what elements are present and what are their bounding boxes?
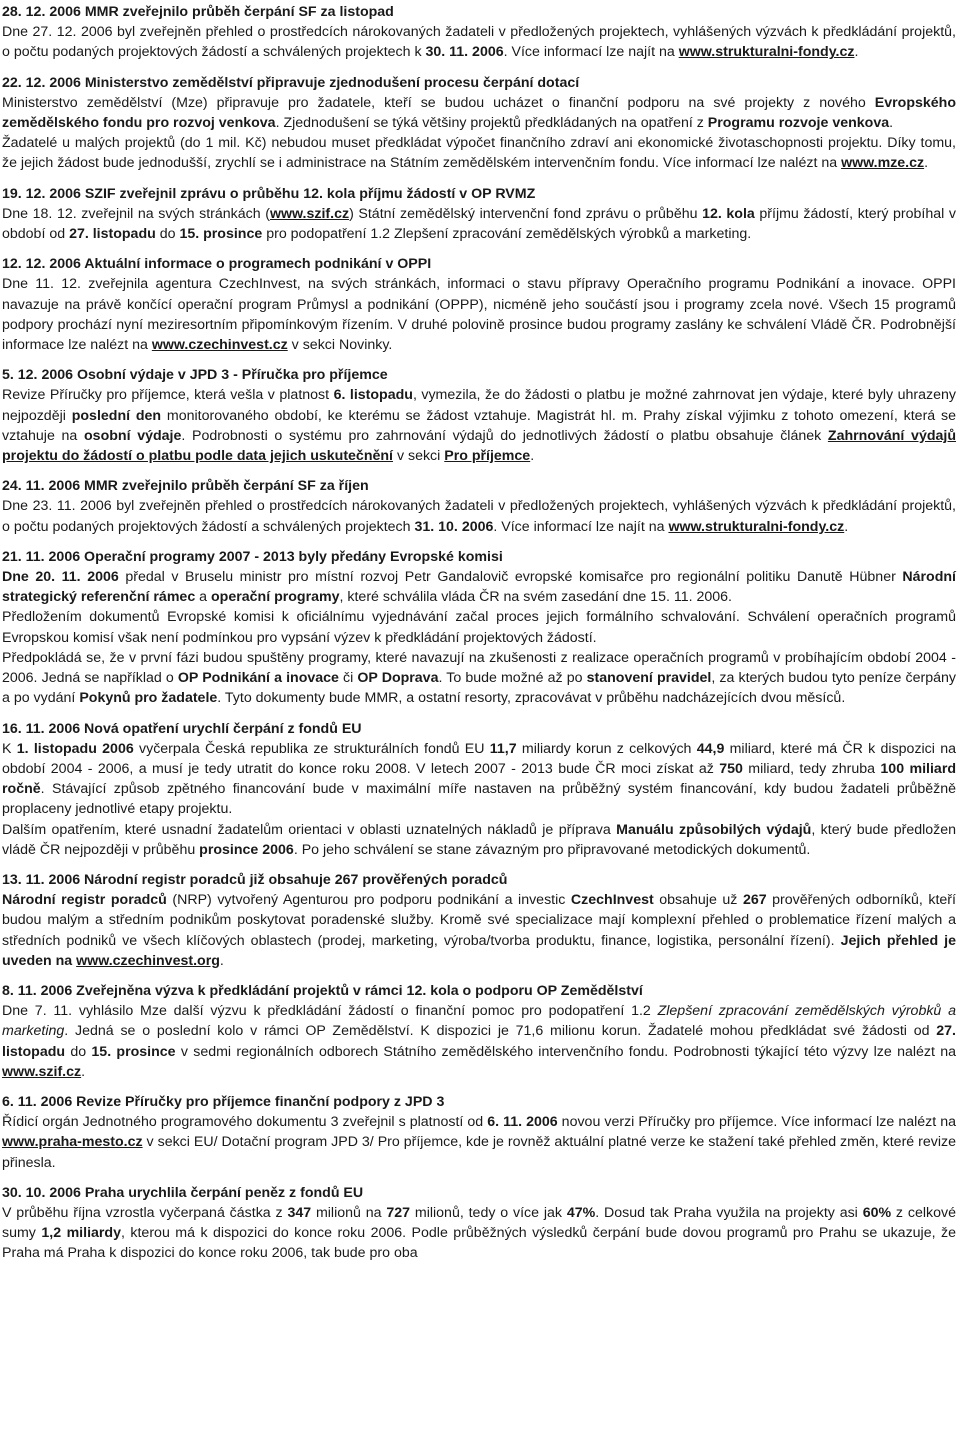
body-text: Ministerstvo zemědělství (Mze) připravuje pro žadatele, kteří se budou ucházet o finanční podporu na své projekty z nového	[2, 94, 875, 111]
news-headline: 5. 12. 2006 Osobní výdaje v JPD 3 - Příručka pro příjemce	[2, 367, 388, 384]
body-text: , které schválila vláda ČR na svém zasedání dne 15. 11. 2006.	[339, 589, 732, 606]
body-text: v sekci Novinky.	[287, 337, 393, 354]
body-text: Dne 23. 11. 2006 byl zveřejněn přehled o prostředcích nárokovaných žadateli v předložených projektech, vyhlášených výzvách k předkládání projektů, o počtu podaných projektových žádostí a schválených projektech	[2, 498, 956, 535]
emphasized-text: Dne 20. 11. 2006	[2, 569, 119, 586]
emphasized-text: osobní výdaje	[84, 427, 182, 444]
emphasized-text: 12. kola	[702, 205, 755, 222]
news-paragraph	[2, 1001, 956, 1082]
body-text: v sekci	[393, 448, 445, 465]
web-link[interactable]: www.strukturalni-fondy.cz	[678, 44, 855, 61]
news-item	[2, 184, 956, 245]
news-paragraph	[2, 22, 956, 62]
emphasized-text: prosince 2006	[199, 841, 294, 858]
emphasized-text: operační programy	[211, 589, 340, 606]
body-text: , kterou má k dispozici do konce roku 2006. Podle průběžných výsledků čerpání bude dovou programů pro Prahu se ukazuje, že Praha má Praha k dispozici do konce roku 2006, tak bude pro oba	[2, 1225, 956, 1262]
body-text: , který bude předložen vládě ČR nejpozději v průběhu	[2, 821, 957, 858]
emphasized-text: Zlepšení zpracování zemědělských výrobků a marketing	[2, 1003, 956, 1040]
news-paragraph	[2, 1112, 956, 1173]
body-text: Předpokládá se, že v první fázi budou spuštěny programy, které navazují na zkušenosti z realizace operačních programů v probíhajícím období 2004 - 2006. Jedná se například o	[2, 649, 956, 687]
body-text: . Podrobnosti o systému pro zahrnování výdajů do jednotlivých žádostí o platbu obsahuje článek	[181, 427, 828, 444]
news-headline: 22. 12. 2006 Ministerstvo zemědělství připravuje zjednodušení procesu čerpání dotací	[2, 74, 580, 91]
news-item	[2, 365, 956, 466]
web-link[interactable]: www.mze.cz	[841, 155, 925, 172]
body-text: novou verzi Příručky pro příjemce. Více informací lze nalézt na	[557, 1114, 957, 1131]
body-text: miliard, tedy zhruba	[742, 760, 881, 777]
body-text: monitorovaného období, ke kterému se žádost vztahuje. Magistrát hl. m. Prahy získal výjimku z tohoto omezení, která se vztahuje na	[2, 407, 956, 444]
body-text: v sekci EU/ Dotační program JPD 3/ Pro příjemce, kde je rovněž aktuální platné verze ke stažení také přehled změn, které revize přinesla.	[2, 1134, 956, 1171]
web-link[interactable]: www.czechinvest.org	[76, 952, 220, 969]
body-text: miliardy korun z celkových	[516, 740, 697, 757]
body-text: pro podopatření 1.2 Zlepšení zpracování zemědělských výrobků a marketing.	[262, 226, 752, 243]
body-text: miliard, které má ČR k dispozici na období 2004 - 2006, a musí je tedy utratit do konce roku 2008. V letech 2007 - 2013 bude ČR moci získat až	[2, 740, 956, 777]
emphasized-text: stanovení pravidel	[586, 670, 712, 687]
emphasized-text: 47%	[566, 1204, 596, 1221]
news-headline: 21. 11. 2006 Operační programy 2007 - 2013 byly předány Evropské komisi	[2, 548, 503, 565]
body-text: Dalším opatřením, které usnadní žadatelům orientaci v oblasti uznatelných nákladů je příprava	[2, 821, 617, 838]
body-text: . Zjednodušení se týká většiny projektů předkládaných na opatření z	[275, 115, 708, 132]
emphasized-text: Evropského zemědělského fondu pro rozvoj venkova	[2, 94, 956, 132]
emphasized-text: 60%	[862, 1204, 892, 1221]
emphasized-text: Pro příjemce	[444, 448, 531, 465]
news-item	[2, 73, 956, 174]
body-text: Řídicí orgán Jednotného programového dokumentu 3 zveřejnil s platností od	[2, 1114, 488, 1131]
web-link[interactable]: www.czechinvest.cz	[151, 337, 288, 354]
body-text: do	[155, 226, 180, 243]
emphasized-text: CzechInvest	[570, 892, 654, 909]
body-text: .	[530, 448, 535, 465]
body-text: Dne 18. 12. zveřejnil na svých stránkách (	[2, 205, 270, 222]
body-text: Žadatelé u malých projektů (do 1 mil. Kč) nebudou muset předkládat výpočet finančního zdraví ani ekonomické životaschopnosti projektu. Díky tomu, že jejich žádost bude jednodušší, zrychlí se i administrace na Státním zemědělském intervenčním fondu. Více informací lze nalézt na	[2, 135, 956, 172]
news-item	[2, 981, 956, 1082]
web-link[interactable]: www.praha-mesto.cz	[2, 1134, 143, 1151]
news-headline: 19. 12. 2006 SZIF zveřejnil zprávu o průběhu 12. kola příjmu žádostí v OP RVMZ	[2, 185, 536, 202]
body-text: Dne 11. 12. zveřejnila agentura CzechInvest, na svých stránkách, informaci o stavu přípravy Operačního programu Podnikání a inovace. OPPI navazuje na právě končící operační program Průmysl a podnikání (OPPP), nicméně jeho součástí jsou i programy zcela nové. Všech 15 programů podpory prochází nyní meziresortním připomínkovým řízením. V druhé polovině prosince budou programy zaslány ke schválení Vládě ČR. Podrobnější informace lze nalézt na	[2, 276, 956, 354]
body-text: K	[2, 740, 17, 757]
body-text: a	[195, 589, 211, 606]
news-headline: 28. 12. 2006 MMR zveřejnilo průběh čerpání SF za listopad	[2, 4, 394, 20]
news-paragraph	[2, 133, 956, 173]
news-paragraph	[2, 820, 956, 860]
body-text: . Více informací lze najít na	[503, 44, 679, 61]
body-text: . Stávající způsob zpětného financování bude v maximální míře nastaven na průběžný systém financování, kdy budou žadateli průběžně proplaceny jednotlivé etapy projektu.	[2, 781, 956, 818]
news-item	[2, 1183, 956, 1264]
news-headline: 13. 11. 2006 Národní registr poradců již obsahuje 267 prověřených poradců	[2, 871, 508, 888]
emphasized-text: 27. listopadu	[2, 1023, 956, 1060]
news-paragraph	[2, 739, 956, 820]
emphasized-text: poslední den	[71, 407, 162, 424]
emphasized-text: 44,9	[696, 740, 725, 757]
emphasized-text: 1,2 miliardy	[41, 1225, 121, 1242]
news-headline: 12. 12. 2006 Aktuální informace o programech podnikání v OPPI	[2, 256, 432, 273]
news-paragraph	[2, 567, 956, 607]
web-link[interactable]: www.strukturalni-fondy.cz	[668, 518, 845, 535]
body-text: Revize Příručky pro příjemce, která vešla v platnost	[2, 387, 334, 404]
emphasized-text: 6. listopadu	[333, 387, 413, 404]
body-text: .	[844, 518, 849, 535]
news-paragraph	[2, 496, 956, 536]
body-text: .	[219, 952, 224, 969]
body-text: .	[854, 44, 859, 61]
news-headline: 6. 11. 2006 Revize Příručky pro příjemce finanční podpory z JPD 3	[2, 1093, 445, 1110]
web-link[interactable]: www.szif.cz	[269, 205, 350, 222]
emphasized-text: 727	[386, 1204, 411, 1221]
body-text: Dne 27. 12. 2006 byl zveřejněn přehled o prostředcích nárokovaných žadateli v předložených projektech, vyhlášených výzvách k předkládání projektů, o počtu podaných projektových žádostí a schválených projektech k	[2, 24, 956, 61]
emphasized-text: 11,7	[489, 740, 517, 757]
news-paragraph	[2, 385, 956, 466]
emphasized-text: OP Podnikání a inovace	[177, 670, 339, 687]
body-text: V průběhu října vzrostla vyčerpaná částka z	[2, 1204, 288, 1221]
emphasized-text: 347	[287, 1204, 312, 1221]
news-headline: 30. 10. 2006 Praha urychlila čerpání peněz z fondů EU	[2, 1184, 364, 1201]
emphasized-text: Manuálu způsobilých výdajů	[616, 821, 812, 838]
news-item	[2, 1092, 956, 1173]
emphasized-text: 15. prosince	[179, 226, 263, 243]
body-text: obsahuje už	[653, 892, 743, 909]
emphasized-text: 15. prosince	[91, 1043, 176, 1060]
emphasized-text: OP Doprava	[357, 670, 439, 687]
body-text: .	[924, 155, 929, 172]
news-paragraph	[2, 890, 956, 971]
body-text: do	[65, 1043, 92, 1060]
news-paragraph	[2, 607, 956, 647]
body-text: . Jedná se o poslední kolo v rámci OP Zemědělství. K dispozici je 71,6 milionu korun. Žadatelé mohou předkládat své žádosti od	[64, 1023, 937, 1040]
news-paragraph	[2, 274, 956, 355]
news-headline: 16. 11. 2006 Nová opatření urychlí čerpání z fondů EU	[2, 720, 362, 737]
body-text: .	[889, 115, 894, 132]
news-headline: 24. 11. 2006 MMR zveřejnilo průběh čerpání SF za říjen	[2, 478, 369, 495]
emphasized-text: 27. listopadu	[69, 226, 156, 243]
news-headline: 8. 11. 2006 Zveřejněna výzva k předkládání projektů v rámci 12. kola o podporu OP Zemědělství	[2, 982, 643, 999]
body-text: milionů, tedy o více jak	[410, 1204, 567, 1221]
emphasized-text: Programu rozvoje venkova	[707, 115, 890, 132]
body-text: příjmu žádostí, který probíhal v období od	[2, 205, 956, 243]
emphasized-text: Pokynů pro žadatele	[79, 690, 218, 707]
body-text: . Dosud tak Praha využila na projekty asi	[595, 1204, 863, 1221]
body-text: , vymezila, že do žádosti o platbu je možné zahrnovat jen výdaje, které byly uhrazeny nejpozději	[2, 387, 956, 424]
emphasized-text: 30. 11. 2006	[425, 44, 504, 61]
news-item	[2, 547, 956, 709]
news-item	[2, 254, 956, 355]
emphasized-text: 6. 11. 2006	[487, 1114, 558, 1131]
news-item	[2, 476, 956, 537]
body-text: milionů na	[311, 1204, 387, 1221]
body-text: . Tyto dokumenty bude MMR, a ostatní resorty, zpracovávat v průběhu nadcházejících dvou měsíců.	[217, 690, 846, 707]
body-text: Dne 7. 11. vyhlásilo Mze další výzvu k předkládání žádostí o finanční pomoc pro podopatření 1.2	[2, 1003, 658, 1020]
body-text: Předložením dokumentů Evropské komisi k oficiálnímu vyjednávání začal proces jejich formálního schvalování. Schválení operačních programů Evropskou komisí však není podmínkou pro vypsání výzev k předkládání projektových žádostí.	[2, 609, 956, 646]
emphasized-text: Jejich přehled je uveden na	[2, 932, 956, 969]
body-text: z celkové sumy	[2, 1204, 956, 1242]
news-item	[2, 2, 956, 63]
emphasized-text: Zahrnování výdajů projektu do žádostí o platbu podle data jejich uskutečnění	[2, 427, 957, 465]
body-text: . To bude možné až po	[438, 670, 587, 687]
emphasized-text: 1. listopadu 2006	[16, 740, 134, 757]
emphasized-text: 31. 10. 2006	[414, 518, 494, 535]
body-text: prověřených odborníků, kteří budou malým a středním podnikům poskytovat poradenské služby. Kromě své specializace mají komplexní přehled o problematice řízení malých a středních podniků ve všech klíčových oblastech (prodej, marketing, výroba/tvorba produktu, finance, logistika, personální řízení).	[2, 892, 956, 949]
news-paragraph	[2, 648, 956, 709]
body-text: ) Státní zemědělský intervenční fond zprávu o průběhu	[349, 205, 703, 222]
emphasized-text: 100 miliard ročně	[2, 760, 957, 798]
news-item	[2, 870, 956, 971]
emphasized-text: 267	[742, 892, 767, 909]
emphasized-text: 750	[719, 760, 743, 777]
news-item	[2, 719, 956, 860]
body-text: či	[338, 670, 358, 687]
news-paragraph	[2, 93, 956, 133]
emphasized-text: Národní strategický referenční rámec	[2, 569, 956, 606]
web-link[interactable]: www.szif.cz	[2, 1063, 82, 1080]
body-text: (NRP) vytvořený Agenturou pro podporu podnikání a investic	[166, 892, 571, 909]
body-text: vyčerpala Česká republika ze strukturálních fondů EU	[133, 740, 490, 757]
body-text: . Více informací lze najít na	[493, 518, 669, 535]
news-paragraph	[2, 1203, 956, 1264]
news-paragraph	[2, 204, 956, 244]
body-text: předal v Bruselu ministr pro místní rozvoj Petr Gandalovič evropské komisařce pro regionální politiku Danutě Hübner	[118, 569, 903, 586]
emphasized-text: Národní registr poradců	[2, 892, 167, 909]
body-text: . Po jeho schválení se stane závazným pro připravované metodických dokumentů.	[293, 841, 811, 858]
body-text: .	[81, 1063, 86, 1080]
body-text: , za kterých budou tyto peníze čerpány a po vydání	[2, 670, 956, 707]
body-text: v sedmi regionálních odborech Státního zemědělského intervenčního fondu. Podrobnosti týkající této výzvy lze nalézt na	[175, 1043, 956, 1060]
